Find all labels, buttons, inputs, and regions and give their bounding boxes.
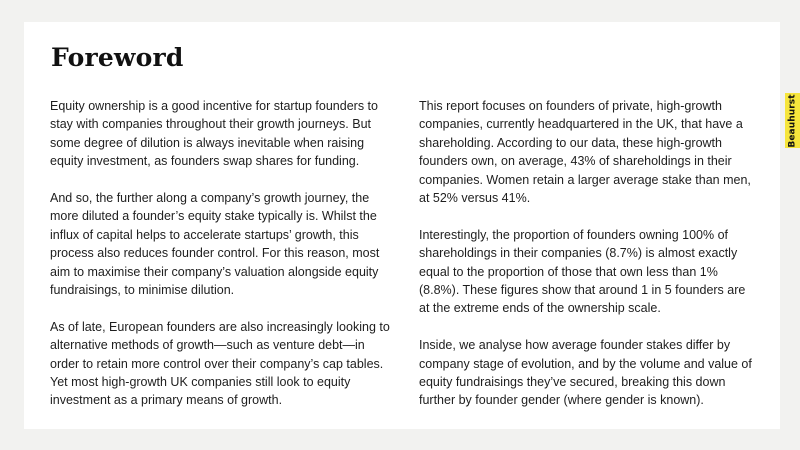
paragraph: As of late, European founders are also increasingly looking to alternative methods of growth—such as venture debt—in order to retain more control over their company’s cap tables. Yet most high-growth UK companies still look to equity investment as a primary means of growth.	[50, 319, 390, 408]
paragraph: This report focuses on founders of private, high-growth companies, currently headquartered in the UK, that have a shareholding. According to our data, these high-growth founders own, on average, 43% of shareholdings in their companies. Women retain a larger average stake than men, at 52% versus 41%.	[419, 99, 751, 206]
paragraph: Interestingly, the proportion of founders owning 100% of shareholdings in their companies (8.7%) is almost exactly equal to the proportion of those that own less than 1% (8.8%). These figures show that around 1 in 5 founders are at the extreme ends of the ownership scale.	[419, 227, 746, 316]
left-column	[50, 97, 390, 428]
paragraph: Equity ownership is a good incentive for startup founders to stay with companies throughout their growth journeys. But some degree of dilution is always inevitable when raising equity investment, as founders swap shares for funding.	[50, 99, 378, 169]
page-title: Foreword	[51, 43, 184, 72]
brand-logo-tab	[785, 93, 800, 148]
right-column	[419, 97, 759, 428]
brand-logo: Beauhurst	[787, 93, 798, 148]
page-card	[24, 22, 780, 429]
paragraph: And so, the further along a company’s growth journey, the more diluted a founder’s equity stake typically is. Whilst the influx of capital helps to accelerate startups’ growth, this process also reduces founder control. For this reason, most aim to maximise their company’s valuation alongside equity fundraisings, to minimise dilution.	[50, 191, 380, 298]
paragraph: Inside, we analyse how average founder stakes differ by company stage of evolution, and by the volume and value of equity fundraisings they’ve secured, breaking this down further by founder gender (where gender is known).	[419, 338, 752, 408]
